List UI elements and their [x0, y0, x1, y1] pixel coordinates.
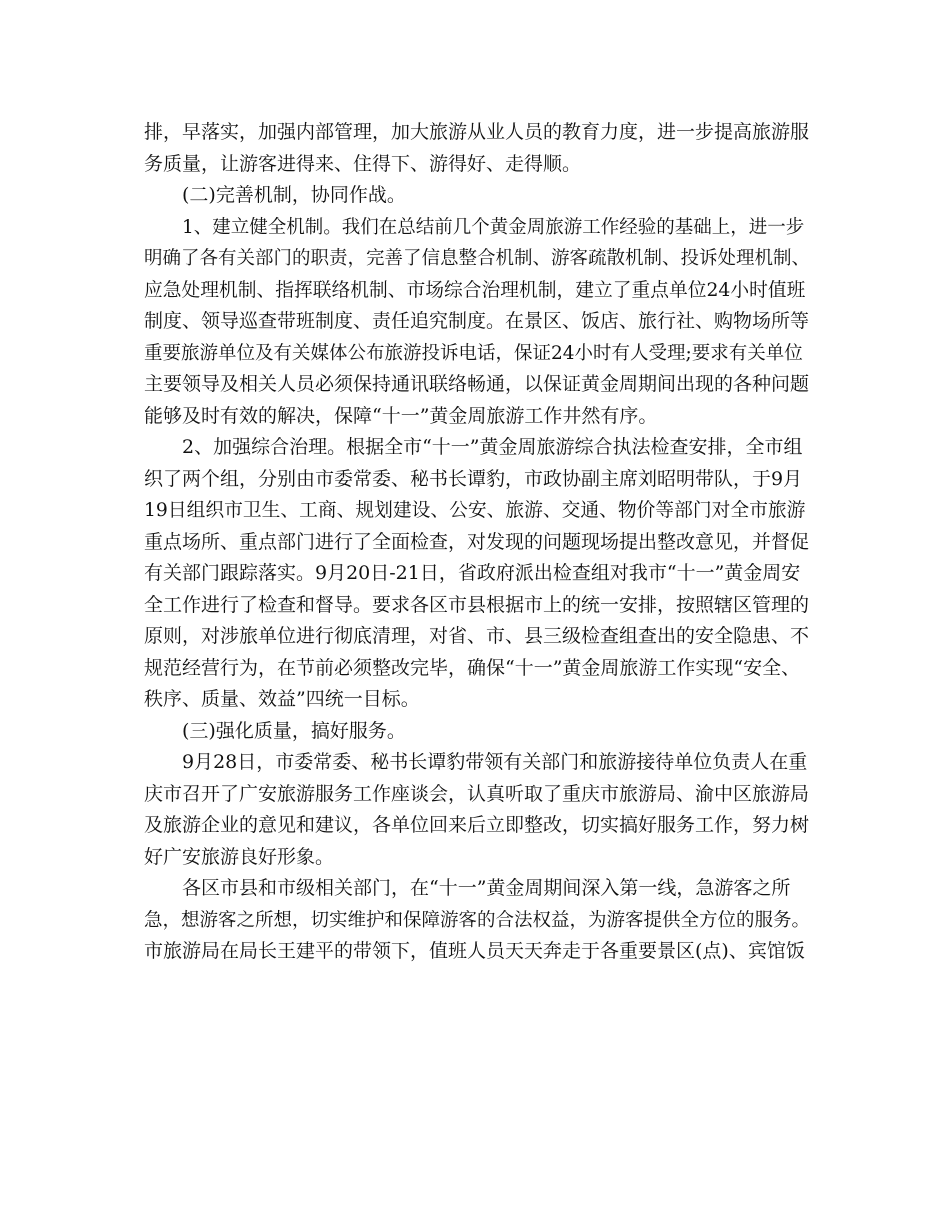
- text-line: (三)强化质量，搞好服务。: [182, 719, 406, 742]
- text-line: 市旅游局在局长王建平的带领下，值班人员天天奔走于各重要景区(点)、宾馆饭: [144, 940, 805, 962]
- text-line: 1、建立健全机制。我们在总结前几个黄金周旅游工作经验的基础上，进一步: [182, 216, 805, 238]
- text-line: 2、加强综合治理。根据全市“十一”黄金周旅游综合执法检查安排，全市组: [182, 436, 803, 458]
- text-line: 规范经营行为，在节前必须整改完毕，确保“十一”黄金周旅游工作实现“安全、: [144, 656, 801, 679]
- text-line: 有关部门跟踪落实。9月20日-21日，省政府派出检查组对我市“十一”黄金周安: [144, 562, 801, 584]
- text-line: 9月28日，市委常委、秘书长谭豹带领有关部门和旅游接待单位负责人在重: [182, 751, 808, 773]
- text-line: (二)完善机制，协同作战。: [182, 184, 406, 206]
- text-line: 及旅游企业的意见和建议，各单位回来后立即整改，切实搞好服务工作，努力树: [144, 814, 810, 836]
- text-line: 全工作进行了检查和督导。要求各区市县根据市上的统一安排，按照辖区管理的: [144, 593, 810, 616]
- text-line: 排，早落实，加强内部管理，加大旅游从业人员的教育力度，进一步提高旅游服: [144, 121, 810, 143]
- text-line: 原则，对涉旅单位进行彻底清理，对省、市、县三级检查组查出的安全隐患、不: [144, 625, 810, 647]
- text-line: 庆市召开了广安旅游服务工作座谈会，认真听取了重庆市旅游局、渝中区旅游局: [144, 782, 810, 805]
- document-body: [144, 117, 810, 968]
- text-line: 急，想游客之所想，切实维护和保障游客的合法权益，为游客提供全方位的服务。: [144, 909, 811, 931]
- text-line: 制度、领导巡查带班制度、责任追究制度。在景区、饭店、旅行社、购物场所等: [144, 310, 810, 332]
- text-line: 19日组织市卫生、工商、规划建设、公安、旅游、交通、物价等部门对全市旅游: [144, 500, 806, 521]
- text-line: 主要领导及相关人员必须保持通讯联络畅通，以保证黄金周期间出现的各种问题: [144, 373, 810, 395]
- text-line: 重要旅游单位及有关媒体公布旅游投诉电话，保证24小时有人受理;要求有关单位: [144, 342, 803, 364]
- text-line: 重点场所、重点部门进行了全面检查，对发现的问题现场提出整改意见，并督促: [144, 530, 810, 553]
- text-line: 应急处理机制、指挥联络机制、市场综合治理机制，建立了重点单位24小时值班: [144, 279, 806, 301]
- text-line: 各区市县和市级相关部门，在“十一”黄金周期间深入第一线，急游客之所: [182, 877, 791, 899]
- text-line: 好广安旅游良好形象。: [144, 845, 335, 868]
- text-line: 务质量，让游客进得来、住得下、游得好、走得顺。: [144, 152, 582, 175]
- text-line: 明确了各有关部门的职责，完善了信息整合机制、游客疏散机制、投诉处理机制、: [144, 248, 811, 269]
- text-line: 织了两个组，分别由市委常委、秘书长谭豹，市政协副主席刘昭明带队，于9月: [144, 467, 803, 490]
- text-line: 能够及时有效的解决，保障“十一”黄金周旅游工作井然有序。: [144, 404, 658, 427]
- text-line: 秩序、质量、效益”四统一目标。: [144, 688, 420, 710]
